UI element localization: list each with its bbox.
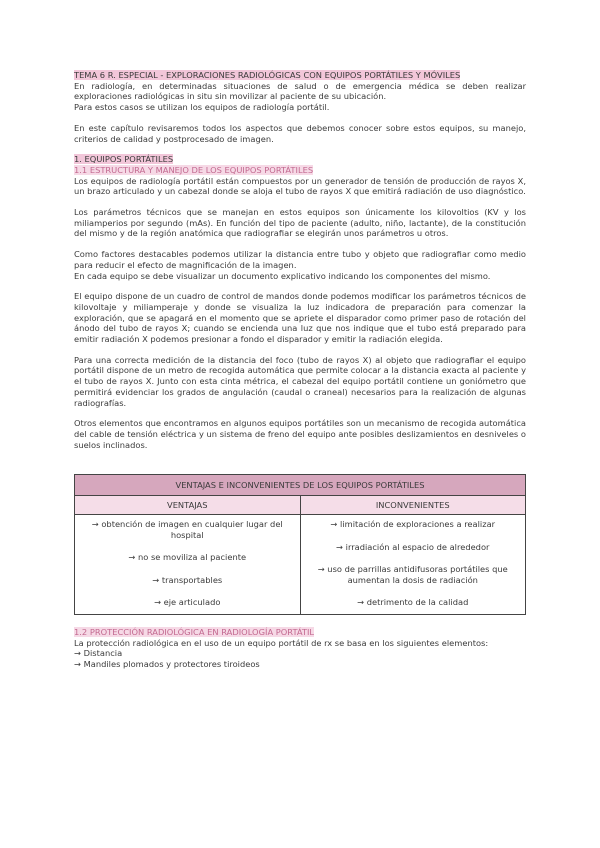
intro-paragraph-1: En radiología, en determinadas situaciones de salud o de emergencia médica se deben realizar exploraciones radiológicas in situ sin movilizar al paciente de su ubicación. xyxy=(74,80,526,102)
paragraph: Como factores destacables podemos utilizar la distancia entre tubo y objeto que radiografiar como medio para reducir el efecto de magnificación de la imagen. xyxy=(74,249,526,270)
ventajas-cell xyxy=(75,515,301,615)
section-heading: 1. EQUIPOS PORTÁTILES xyxy=(74,154,174,165)
pros-cons-table xyxy=(74,474,526,615)
paragraph: El equipo dispone de un cuadro de control de mandos donde podemos modificar los parámetros técnicos de kilovoltaje y miliamperaje y donde se visualiza la luz indicadora de preparación para comenzar la exploración, que se apagará en el momento que se apriete el disparador como primer paso de rotación del ánodo del tubo de rayos X; cuando se encienda una luz que nos indique que el tubo está preparado para emitir radiación X podemos presionar a fondo el disparador y emitir la radiación elegida. xyxy=(74,291,526,345)
column-header-inconvenientes: INCONVENIENTES xyxy=(300,496,526,515)
paragraph: Los parámetros técnicos que se manejan en estos equipos son únicamente los kilovoltios (KV y los miliamperios por segundo (mAs). En función del tipo de paciente (adulto, niño, lactante), de la constitución del mismo y de la región anatómica que radiografiar se elegirán unos parámetros u otros. xyxy=(74,207,526,239)
list-item: → irradiación al espacio de alrededor xyxy=(336,541,490,552)
intro-paragraph-2: Para estos casos se utilizan los equipos de radiología portátil. xyxy=(74,102,330,113)
list-item: → obtención de imagen en cualquier lugar del hospital xyxy=(91,519,283,540)
paragraph: Para una correcta medición de la distancia del foco (tubo de rayos X) al objeto que radiografiar el equipo portátil dispone de un metro de recogida automática que permite colocar a la distancia exacta al paciente y el tubo de rayos X. Junto con esta cinta métrica, el cabezal del equipo portátil contiene un goniómetro que permitirá evidenciar los grados de angulación (caudal o craneal) necesarios para la realización de algunas radiografías. xyxy=(74,354,526,408)
paragraph: La protección radiológica en el uso de un equipo portátil de rx se basa en los siguientes elementos: xyxy=(74,637,489,648)
paragraph: Otros elementos que encontramos en algunos equipos portátiles son un mecanismo de recogida automática del cable de tensión eléctrica y un sistema de freno del equipo ante posibles deslizamientos en desniveles o suelos inclinados. xyxy=(74,418,526,450)
list-item: → no se moviliza al paciente xyxy=(128,552,247,563)
list-item: → Distancia xyxy=(74,648,123,659)
paragraph: Los equipos de radiología portátil están compuestos por un generador de tensión de producción de rayos X, un brazo articulado y un cabezal donde se aloja el tubo de rayos X que emitirá radiación de uso diagnóstico. xyxy=(74,175,526,197)
inconvenientes-cell xyxy=(300,515,526,615)
list-item: → detrimento de la calidad xyxy=(357,597,469,608)
list-item: → eje articulado xyxy=(154,597,221,608)
list-item: → transportables xyxy=(152,574,223,585)
column-header-ventajas: VENTAJAS xyxy=(75,496,301,515)
document-title: TEMA 6 R. ESPECIAL - EXPLORACIONES RADIOLÓGICAS CON EQUIPOS PORTÁTILES Y MÓVILES xyxy=(74,70,461,80)
intro-paragraph-3: En este capítulo revisaremos todos los aspectos que debemos conocer sobre estos equipos, su manejo, criterios de calidad y postprocesado de imagen. xyxy=(74,122,526,144)
subsection-heading: 1.2 PROTECCIÓN RADIOLÓGICA EN RADIOLOGÍA PORTÁTIL xyxy=(74,626,315,637)
list-item: → uso de parrillas antidifusoras portátiles que aumentan la dosis de radiación xyxy=(317,564,508,585)
protection-list xyxy=(74,648,526,669)
subsection-heading: 1.1 ESTRUCTURA Y MANEJO DE LOS EQUIPOS PORTÁTILES xyxy=(74,164,314,175)
paragraph: En cada equipo se debe visualizar un documento explicativo indicando los componentes del mismo. xyxy=(74,270,491,281)
table-title: VENTAJAS E INCONVENIENTES DE LOS EQUIPOS PORTÁTILES xyxy=(75,475,526,496)
list-item: → Mandiles plomados y protectores tiroideos xyxy=(74,659,260,669)
list-item: → limitación de exploraciones a realizar xyxy=(330,519,496,530)
